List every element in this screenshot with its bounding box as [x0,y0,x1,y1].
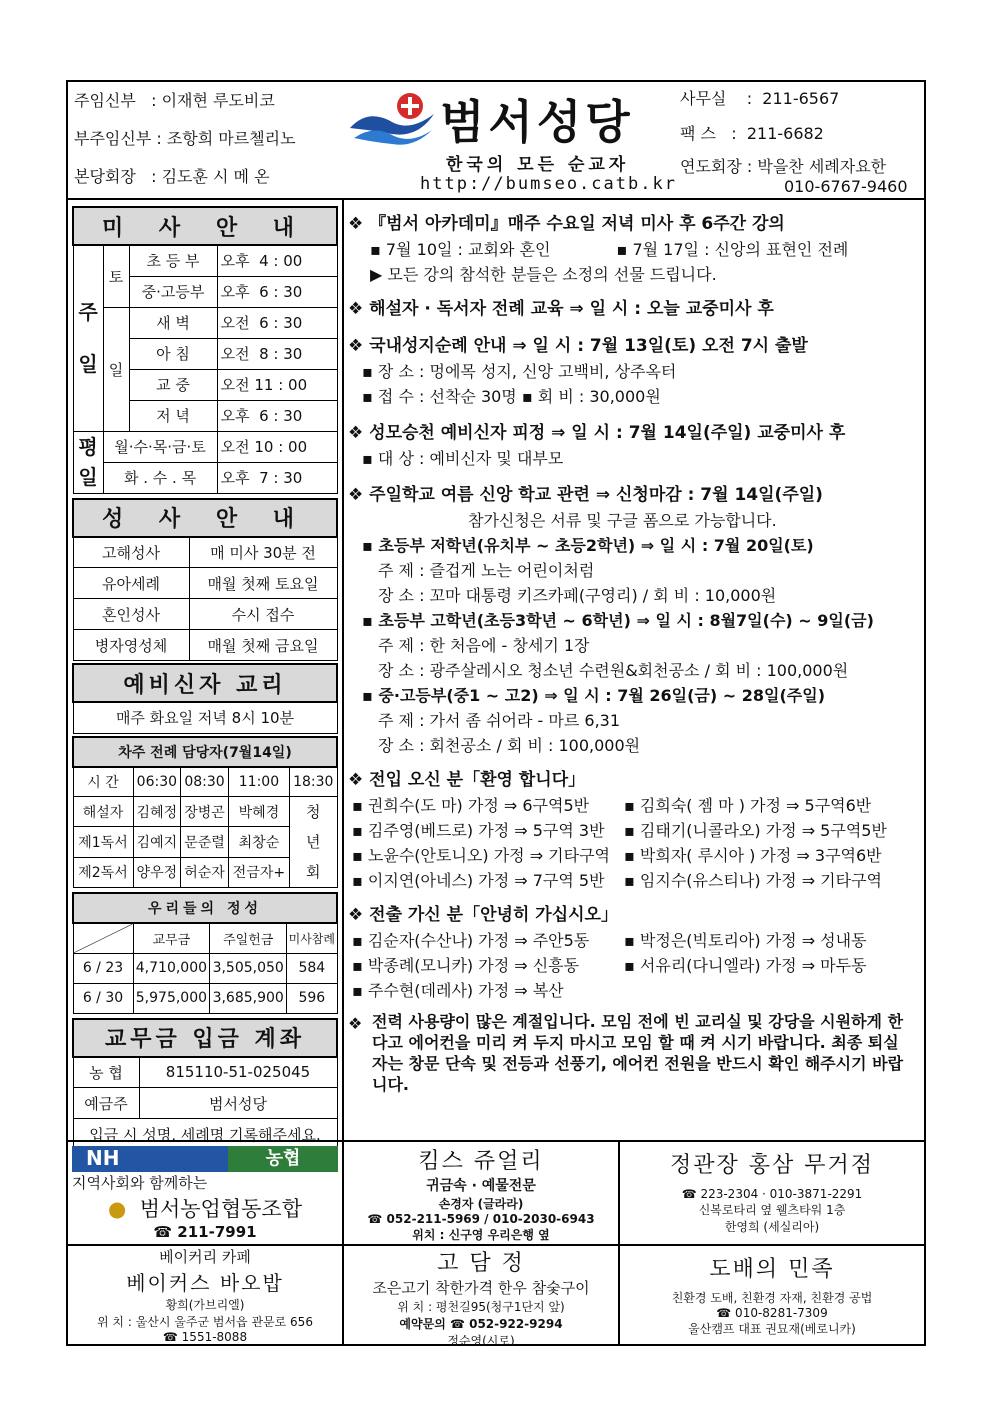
ad-bakers-baobab [68,1246,344,1346]
duty-person: 최창순 [228,827,289,857]
notice-academy: ❖ 『범서 아카데미』매주 수요일 저녁 미사 후 6주간 강의 [348,214,785,234]
farewell-row: ▪ 김순자(수산나) 가정 ⇒ 주안5동 ▪ 박정은(빅토리아) 가정 ⇒ 성내동 [352,931,867,950]
yeondo-line: 연도회장 : 박을찬 세례자요한 [680,157,887,176]
welcome-row: ▪ 이지연(아네스) 가정 ⇒ 7구역 5반 ▪ 임지수(유스티나) 가정 ⇒ 기타구역 [352,871,883,890]
account-table [72,1018,338,1151]
mass-name: 초 등 부 [129,245,217,276]
ad-cheongkwanjang [620,1142,924,1246]
notice-pilgrimage: ❖ 국내성지순례 안내 ⇒ 일 시 : 7월 13일(토) 오전 7시 출발 [348,336,808,356]
offering-header: 미사참례 [287,923,337,953]
contact-info [674,82,924,198]
duty-title: 차주 전례 담당자(7월14일) [73,737,337,767]
dobae-phone: ☎ 010-8281-7309 [716,1306,828,1320]
office-line: 사무실 : 211-6567 [680,89,840,108]
offering-header: 교무금 [133,923,210,953]
notice-line: ▪ 초등부 고학년(초등3학년 ~ 6학년) ⇒ 일 시 : 8월7일(수) ~ 9일(금) [362,611,874,630]
catechumen-title: 예비신자 교리 [73,664,337,702]
mass-name: 화 . 수 . 목 [103,462,217,493]
offering-value: 3,685,900 [210,983,287,1013]
parish-president-line: 본당회장 : 김도훈 시 메 온 [74,167,270,186]
farewell-row: ▪ 주수현(데레사) 가정 ⇒ 복산 [352,981,564,1000]
nh-tagline: 지역사회와 함께하는 [72,1174,208,1192]
account-number: 815110-51-025045 [139,1057,337,1088]
nh-phone: ☎ 211-7991 [153,1223,257,1241]
notice-line: 주 제 : 한 처음에 - 창세기 1장 [378,636,590,655]
assistant-pastor-line: 부주임신부 : 조항희 마르첼리노 [74,129,296,148]
notice-line: ▪ 중·고등부(중1 ~ 고2) ⇒ 일 시 : 7월 26일(금) ~ 28일(주일) [362,686,826,705]
duty-time: 08:30 [181,767,229,797]
offering-date: 6 / 23 [73,953,133,983]
bakery-location: 위 치 : 울산시 울주군 범서읍 관문로 656 [97,1315,313,1329]
sacrament-name: 유아세례 [73,568,189,599]
parish-slogan: 한국의 모든 순교자 [446,155,630,175]
mass-name: 아 침 [129,338,217,369]
nh-emblem-icon: ● [108,1197,127,1221]
ad-kims-jewelry [344,1142,620,1246]
offering-value: 3,505,050 [210,953,287,983]
notice-line: 참가신청은 서류 및 구글 폼으로 가능합니다. [468,511,777,530]
duty-table [72,736,338,889]
mass-time: 오후 6 : 30 [217,400,337,431]
notice-line: 장 소 : 꼬마 대통령 키즈카페(구영리) / 회 비 : 10,000원 [378,586,777,605]
parish-logo-icon [348,88,436,148]
welcome-row: ▪ 권희수(도 마) 가정 ⇒ 6구역5반 ▪ 김희숙( 젬 마 ) 가정 ⇒ 5구역6반 [352,796,872,815]
duty-time: 18:30 [290,767,337,797]
duty-person: 장병곤 [181,797,229,827]
duty-person: 문준렬 [181,827,229,857]
duty-person: 박혜경 [228,797,289,827]
kims-name: 킴스 쥬얼리 [418,1149,544,1174]
bakery-type: 베이커리 카페 [159,1248,251,1266]
nh-name: ● 범서농업협동조합 [108,1197,302,1221]
pastor-line: 주임신부 : 이재현 루도비코 [74,91,275,110]
notice-welcome: ❖ 전입 오신 분「환영 합니다」 [348,770,586,790]
duty-role: 제1독서 [73,827,133,857]
duty-time: 11:00 [228,767,289,797]
kims-owner: 손경자 (글라라) [438,1197,524,1211]
godam-owner: 정순영(시로) [447,1334,515,1346]
mass-name: 월·수·목·금·토 [103,431,217,462]
farewell-row: ▪ 박종례(모니카) 가정 ⇒ 신흥동 ▪ 서유리(다니엘라) 가정 ⇒ 마두동 [352,956,867,975]
bakery-name: 베이커스 바오밥 [126,1271,284,1295]
offering-header: 주일헌금 [210,923,287,953]
offering-value: 5,975,000 [133,983,210,1013]
sacrament-name: 혼인성사 [73,599,189,630]
notice-line: 장 소 : 광주살레시오 청소년 수련원&회천공소 / 회 비 : 100,000원 [378,661,849,680]
offering-title: 우리들의 정성 [73,893,337,923]
notice-line: ▪ 접 수 : 선착순 30명 ▪ 회 비 : 30,000원 [362,387,661,406]
godam-phone: 예약문의 ☎ 052-922-9294 [399,1317,563,1331]
duty-time: 06:30 [133,767,181,797]
ad-nh [68,1142,344,1246]
sacrament-value: 매월 첫째 토요일 [189,568,337,599]
dobae-name: 도배의 민족 [709,1257,835,1282]
sacrament-name: 병자영성체 [73,630,189,661]
mass-title: 미 사 안 내 [73,207,337,245]
godam-name: 고 담 정 [437,1251,525,1276]
kims-location: 위치 : 신구영 우리은행 옆 [412,1228,550,1242]
offering-value: 596 [287,983,337,1013]
mass-time: 오후 6 : 30 [217,276,337,307]
bank-name: 농 협 [73,1057,139,1088]
account-note: 입금 시 성명, 세례명 기록해주세요. [73,1119,337,1150]
duty-person: 허순자 [181,857,229,887]
kims-desc: 귀금속 · 예물전문 [426,1178,536,1194]
jgj-owner: 한영희 (세실리아) [724,1220,820,1234]
day-label: 일 [103,307,129,431]
catechumen-table [72,663,338,734]
bulletin-page [66,80,926,1346]
duty-time-label: 시 간 [73,767,133,797]
duty-role: 제2독서 [73,857,133,887]
notice-line: ▪ 대 상 : 예비신자 및 대부모 [362,449,564,468]
duty-role: 해설자 [73,797,133,827]
bakery-owner: 황희(가브리엘) [165,1298,245,1312]
sacrament-value: 수시 접수 [189,599,337,630]
left-column [72,206,338,1150]
nh-logo-text: 농협 [228,1146,338,1172]
notices-column [348,212,922,1095]
notice-line: ▪ 초등부 저학년(유치부 ~ 초등2학년) ⇒ 일 시 : 7월 20일(토) [362,536,814,555]
ads-section [68,1140,924,1344]
offering-date: 6 / 30 [73,983,133,1013]
notice-line: 장 소 : 회천공소 / 회 비 : 100,000원 [378,736,641,755]
notice-farewell: ❖ 전출 가신 분「안녕히 가십시오」 [348,905,618,925]
mass-time: 오전 6 : 30 [217,307,337,338]
jgj-name: 정관장 홍삼 무거점 [669,1153,874,1178]
mass-time: 오전 8 : 30 [217,338,337,369]
mass-name: 저 녁 [129,400,217,431]
account-holder-label: 예금주 [73,1088,139,1119]
notice-lector: ❖ 해설자 · 독서자 전례 교육 ⇒ 일 시 : 오늘 교중미사 후 [348,299,774,319]
sacrament-value: 매 미사 30분 전 [189,537,337,568]
sacrament-value: 매월 첫째 금요일 [189,630,337,661]
offering-table [72,892,338,1014]
ad-dobae [620,1246,924,1346]
duty-person: 김혜정 [133,797,181,827]
notice-line: ▪ 장 소 : 멍에목 성지, 신앙 고백비, 상주옥터 [362,362,677,381]
sacrament-title: 성 사 안 내 [73,499,337,537]
ad-godamjeong [344,1246,620,1346]
godam-location: 위 치 : 평천길95(청구1단지 앞) [397,1300,565,1314]
bulletin-header [68,82,924,200]
sacrament-name: 고해성사 [73,537,189,568]
offering-value: 584 [287,953,337,983]
saturday-label: 토 [103,245,129,307]
jgj-location: 신복로타리 옆 웰츠타워 1층 [698,1203,846,1217]
duty-person: 양우정 [133,857,181,887]
sacrament-table [72,498,338,662]
account-holder: 범서성당 [139,1088,337,1119]
notice-retreat: ❖ 성모승천 예비신자 피정 ⇒ 일 시 : 7월 14일(주일) 교중미사 후 [348,423,846,443]
notice-line: 주 제 : 즐겁게 노는 어린이처럼 [378,561,595,580]
weekday-label: 평일 [73,431,103,493]
offering-value: 4,710,000 [133,953,210,983]
dobae-desc: 친환경 도배, 친환경 자재, 친환경 공법 [671,1291,873,1305]
clergy-info [68,82,338,198]
mass-name: 교 중 [129,369,217,400]
welcome-row: ▪ 김주영(베드로) 가정 ⇒ 5구역 3반 ▪ 김태기(니콜라오) 가정 ⇒ 5구역5반 [352,821,887,840]
mass-time: 오후 7 : 30 [217,462,337,493]
godam-desc: 조은고기 착한가격 한우 참숯구이 [372,1279,590,1297]
catechumen-schedule: 매주 화요일 저녁 8시 10분 [73,702,337,733]
notice-line: ▶ 모든 강의 참석한 분들은 소정의 선물 드립니다. [370,265,717,284]
duty-person: 김예지 [133,827,181,857]
notice-power [348,1011,922,1095]
mass-name: 중·고등부 [129,276,217,307]
fax-line: 팩 스 : 211-6682 [680,124,824,143]
mass-name: 새 벽 [129,307,217,338]
column-divider [342,200,344,1140]
mass-time: 오후 4 : 00 [217,245,337,276]
diagonal-cell [73,923,133,953]
welcome-row: ▪ 노윤수(안토니오) 가정 ⇒ 기타구역 ▪ 박희자( 루시아 ) 가정 ⇒ 3구역6반 [352,846,882,865]
yeondo-phone: 010-6767-9460 [784,177,908,196]
mass-table [72,206,338,494]
mass-time: 오전 10 : 00 [217,431,337,462]
nh-banner: NH 농협 [72,1146,338,1172]
notice-line: 주 제 : 가서 좀 쉬어라 - 마르 6,31 [378,711,621,730]
dobae-owner: 울산캠프 대표 권묘재(베로니카) [688,1322,856,1336]
account-title: 교무금 입금 계좌 [73,1019,337,1057]
duty-person: 전금자+ [228,857,289,887]
mass-time: 오전 11 : 00 [217,369,337,400]
youth-group: 청 년 회 [290,797,337,888]
parish-name: 범서성당 [440,95,634,149]
notice-line: ▪ 7월 10일 : 교회와 혼인 ▪ 7월 17일 : 신앙의 표현인 전례 [370,240,849,259]
notice-summer-school: ❖ 주일학교 여름 신앙 학교 관련 ⇒ 신청마감 : 7월 14일(주일) [348,485,823,505]
bakery-phone: ☎ 1551-8088 [162,1330,248,1344]
kims-phone: ☎ 052-211-5969 / 010-2030-6943 [367,1212,595,1226]
sunday-label: 주일 [73,245,103,431]
jgj-phone: ☎ 223-2304 · 010-3871-2291 [681,1187,863,1201]
bullet-icon: ❖ [348,1014,363,1033]
parish-logo-block [344,82,677,198]
parish-url[interactable]: http://bumseo.catb.kr [420,174,677,194]
power-text: 전력 사용량이 많은 계절입니다. 모임 전에 빈 교리실 및 강당을 시원하게 한다고 에어컨을 미리 켜 두지 마시고 모임 할 때 켜 시기 바랍니다. 최종 퇴실자는 창문 단속 및 전등과 선풍기, 에어컨 전원을 반드시 확인 해주시기 바랍니다. [372,1012,904,1094]
